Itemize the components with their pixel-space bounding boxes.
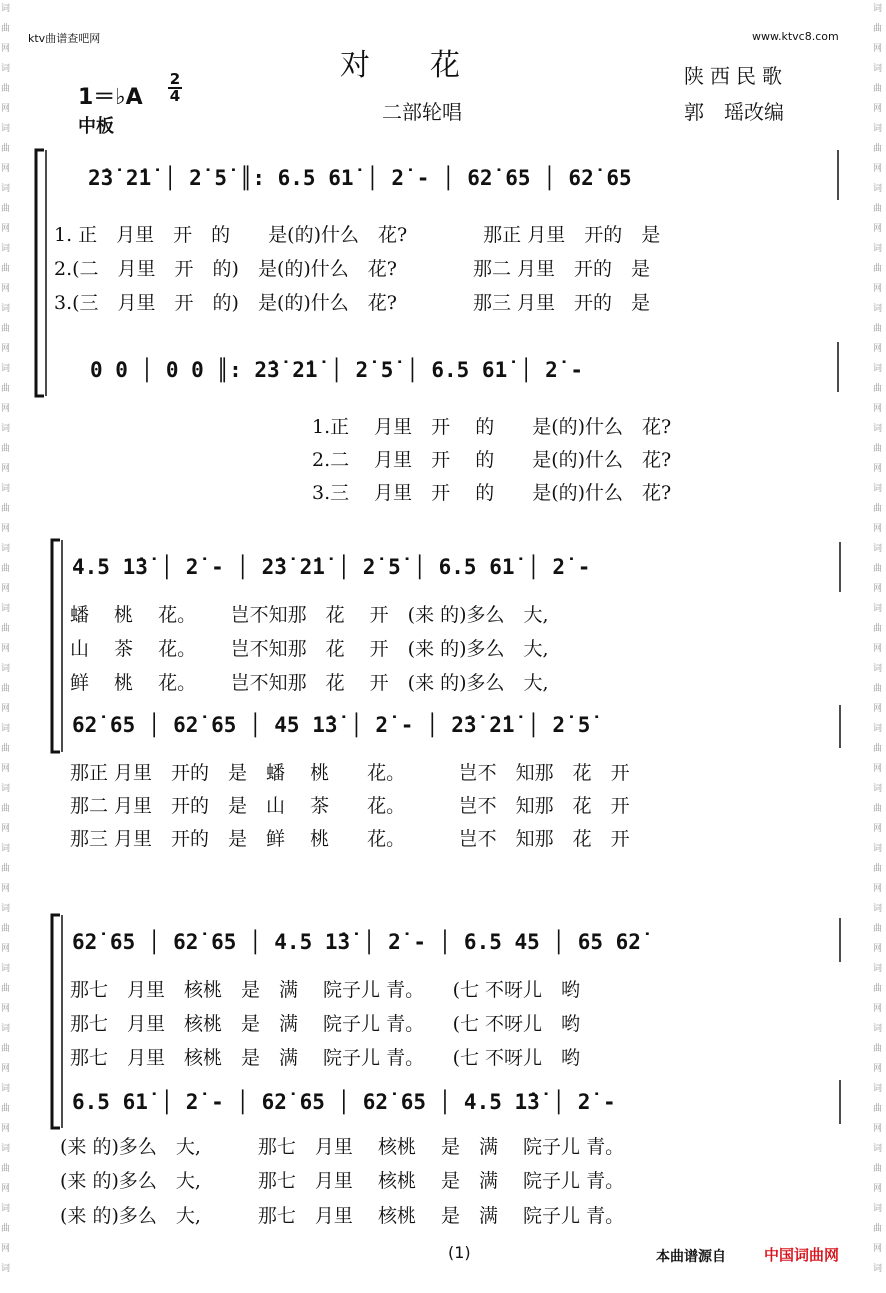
system-2-brace bbox=[52, 540, 60, 752]
side-watermark-char: 曲 bbox=[873, 924, 883, 934]
side-watermark-char: 曲 bbox=[1, 1044, 11, 1054]
side-watermark-char: 网 bbox=[1, 164, 11, 174]
side-watermark-char: 网 bbox=[873, 44, 883, 54]
side-watermark-char: 曲 bbox=[1, 204, 11, 214]
side-watermark-char: 词 bbox=[1, 1204, 11, 1214]
system-1-brace bbox=[36, 150, 44, 396]
side-watermark-char: 词 bbox=[873, 664, 883, 674]
side-watermark-char: 词 bbox=[1, 1264, 11, 1274]
side-watermark-char: 网 bbox=[1, 464, 11, 474]
side-watermark-char: 曲 bbox=[873, 1224, 883, 1234]
system-2-lower-lyric-3: 那三 月里 开的 是 鲜 桃 花。 岂不 知那 花 开 bbox=[70, 828, 630, 850]
side-watermark-char: 词 bbox=[873, 784, 883, 794]
side-watermark-char: 网 bbox=[1, 824, 11, 834]
side-watermark-char: 曲 bbox=[873, 504, 883, 514]
side-watermark-char: 网 bbox=[873, 524, 883, 534]
system-2-lower-lyric-2: 那二 月里 开的 是 山 茶 花。 岂不 知那 花 开 bbox=[70, 795, 630, 817]
side-watermark-char: 曲 bbox=[1, 984, 11, 994]
side-watermark-char: 词 bbox=[873, 1204, 883, 1214]
side-watermark-char: 词 bbox=[873, 544, 883, 554]
system-2-upper-lyric-3: 鲜 桃 花。 岂不知那 花 开 (来 的)多么 大, bbox=[70, 672, 549, 694]
tempo-marking: 中板 bbox=[78, 116, 114, 137]
side-watermark-char: 曲 bbox=[1, 864, 11, 874]
side-watermark-char: 网 bbox=[1, 884, 11, 894]
side-watermark-char: 网 bbox=[873, 344, 883, 354]
side-watermark-char: 词 bbox=[873, 724, 883, 734]
side-watermark-char: 网 bbox=[873, 1184, 883, 1194]
side-watermark-char: 词 bbox=[873, 604, 883, 614]
time-signature-top: 2 bbox=[169, 70, 181, 88]
side-watermark-char: 曲 bbox=[873, 444, 883, 454]
side-watermark-char: 网 bbox=[1, 764, 11, 774]
system-1-lower-lyric-1: 1.正 月里 开 的 是(的)什么 花? bbox=[312, 416, 672, 438]
side-watermark-char: 网 bbox=[873, 1244, 883, 1254]
side-watermark-char: 词 bbox=[873, 244, 883, 254]
side-watermark-char: 词 bbox=[1, 904, 11, 914]
system-1-upper-lyric-1: 1. 正 月里 开 的 是(的)什么 花? 那正 月里 开的 是 bbox=[54, 224, 661, 246]
side-watermark-char: 曲 bbox=[873, 624, 883, 634]
subtitle: 二部轮唱 bbox=[382, 100, 462, 124]
system-2-upper-lyric-1: 蟠 桃 花。 岂不知那 花 开 (来 的)多么 大, bbox=[70, 604, 549, 626]
page-number: (1) bbox=[448, 1243, 471, 1262]
system-2-lower-notes: 62̇ 65 │ 62̇ 65 │ 45 1̇3̇ │ 2̇ - │ 2̇3̇ 2̇1̇ │ 2̇ 5̇ bbox=[72, 713, 591, 737]
side-watermark-char: 词 bbox=[873, 1024, 883, 1034]
key-signature: 1＝♭A bbox=[78, 85, 143, 110]
side-watermark-char: 词 bbox=[873, 124, 883, 134]
source-site-name: 中国词曲网 bbox=[764, 1246, 840, 1264]
watermark-right-text: www.ktvc8.com bbox=[752, 30, 839, 43]
side-watermark-char: 曲 bbox=[1, 324, 11, 334]
side-watermark-char: 网 bbox=[1, 704, 11, 714]
system-1-lower-lyric-2: 2.二 月里 开 的 是(的)什么 花? bbox=[312, 449, 672, 471]
side-watermark-char: 曲 bbox=[1, 144, 11, 154]
side-watermark-char: 网 bbox=[873, 824, 883, 834]
side-watermark-char: 曲 bbox=[1, 684, 11, 694]
side-watermark-char: 曲 bbox=[873, 804, 883, 814]
side-watermark-char: 网 bbox=[1, 404, 11, 414]
side-watermark-char: 曲 bbox=[1, 624, 11, 634]
system-1-lower-notes: 0 0 │ 0 0 ║: 2̇3̇ 2̇1̇ │ 2̇ 5̇ │ 6.5 61̇ │ 2̇ - bbox=[90, 358, 584, 382]
side-watermark-char: 曲 bbox=[1, 264, 11, 274]
side-watermark-char: 网 bbox=[873, 104, 883, 114]
side-watermark-char: 曲 bbox=[1, 1224, 11, 1234]
side-watermark-char: 词 bbox=[873, 1144, 883, 1154]
side-watermark-char: 曲 bbox=[1, 24, 11, 34]
system-3-upper-lyric-2: 那七 月里 核桃 是 满 院子儿 青。 (七 不呀儿 哟 bbox=[70, 1013, 581, 1035]
side-watermark-char: 词 bbox=[1, 844, 11, 854]
system-3-lower-lyric-1: (来 的)多么 大, 那七 月里 核桃 是 满 院子儿 青。 bbox=[60, 1136, 625, 1158]
system-3-lower-lyric-2: (来 的)多么 大, 那七 月里 核桃 是 满 院子儿 青。 bbox=[60, 1170, 625, 1192]
side-watermark-char: 曲 bbox=[873, 84, 883, 94]
side-watermark-char: 网 bbox=[1, 524, 11, 534]
side-watermark-char: 网 bbox=[1, 1064, 11, 1074]
side-watermark-char: 词 bbox=[1, 1144, 11, 1154]
system-1-lower-lyric-3: 3.三 月里 开 的 是(的)什么 花? bbox=[312, 482, 672, 504]
side-watermark-char: 词 bbox=[1, 1024, 11, 1034]
side-watermark-char: 网 bbox=[873, 1124, 883, 1134]
side-watermark-char: 曲 bbox=[873, 864, 883, 874]
side-watermark-char: 网 bbox=[873, 584, 883, 594]
system-2-upper-lyric-2: 山 茶 花。 岂不知那 花 开 (来 的)多么 大, bbox=[70, 638, 549, 660]
side-watermark-char: 曲 bbox=[873, 684, 883, 694]
side-watermark-char: 网 bbox=[873, 464, 883, 474]
side-watermark-char: 词 bbox=[1, 1084, 11, 1094]
side-watermark-char: 网 bbox=[1, 344, 11, 354]
side-watermark-char: 词 bbox=[873, 1084, 883, 1094]
side-watermark-char: 曲 bbox=[873, 564, 883, 574]
side-watermark-char: 网 bbox=[873, 1004, 883, 1014]
side-watermark-char: 曲 bbox=[1, 384, 11, 394]
side-watermark-char: 词 bbox=[873, 184, 883, 194]
side-watermark-char: 曲 bbox=[873, 24, 883, 34]
side-watermark-char: 词 bbox=[1, 64, 11, 74]
system-3-lower-lyric-3: (来 的)多么 大, 那七 月里 核桃 是 满 院子儿 青。 bbox=[60, 1205, 625, 1227]
side-watermark-char: 曲 bbox=[1, 1104, 11, 1114]
side-watermark-char: 词 bbox=[1, 544, 11, 554]
side-watermark-char: 网 bbox=[1, 1184, 11, 1194]
side-watermark-char: 网 bbox=[873, 944, 883, 954]
side-watermark-char: 词 bbox=[1, 304, 11, 314]
system-3-lower-notes: 6.5 61̇ │ 2̇ - │ 62̇ 65 │ 62̇ 65 │ 4.5 1̇3̇ │ 2̇ - bbox=[72, 1090, 616, 1114]
side-watermark-char: 网 bbox=[1, 284, 11, 294]
side-watermark-char: 词 bbox=[873, 364, 883, 374]
origin-label: 陕西民歌 bbox=[684, 64, 788, 88]
side-watermark-char: 词 bbox=[1, 184, 11, 194]
side-watermark-char: 词 bbox=[1, 724, 11, 734]
side-watermark-char: 网 bbox=[873, 704, 883, 714]
side-watermark-char: 曲 bbox=[1, 744, 11, 754]
side-watermark-char: 词 bbox=[873, 304, 883, 314]
side-watermark-char: 网 bbox=[1, 1244, 11, 1254]
system-3-upper-notes: 62̇ 65 │ 62̇ 65 │ 4.5 1̇3̇ │ 2̇ - │ 6.5 45 │ 65 62̇ bbox=[72, 930, 641, 954]
system-1-upper-lyric-3: 3.(三 月里 开 的) 是(的)什么 花? 那三 月里 开的 是 bbox=[54, 292, 651, 314]
side-watermark-char: 网 bbox=[1, 1004, 11, 1014]
side-watermark-char: 词 bbox=[873, 4, 883, 14]
side-watermark-char: 曲 bbox=[873, 324, 883, 334]
side-watermark-char: 曲 bbox=[1, 84, 11, 94]
side-watermark-char: 词 bbox=[1, 664, 11, 674]
side-watermark-char: 词 bbox=[1, 124, 11, 134]
side-watermark-char: 词 bbox=[1, 964, 11, 974]
side-watermark-char: 网 bbox=[1, 584, 11, 594]
side-watermark-char: 网 bbox=[1, 1124, 11, 1134]
side-watermark-char: 网 bbox=[873, 884, 883, 894]
side-watermark-char: 曲 bbox=[873, 744, 883, 754]
side-watermark-char: 曲 bbox=[873, 264, 883, 274]
side-watermark-char: 曲 bbox=[873, 204, 883, 214]
source-label: 本曲谱源自 bbox=[656, 1249, 726, 1265]
side-watermark-char: 曲 bbox=[1, 564, 11, 574]
side-watermark-char: 词 bbox=[873, 1264, 883, 1274]
side-watermark-char: 网 bbox=[1, 104, 11, 114]
side-watermark-char: 曲 bbox=[1, 504, 11, 514]
side-watermark-char: 词 bbox=[1, 4, 11, 14]
side-watermark-char: 网 bbox=[1, 644, 11, 654]
side-watermark-char: 网 bbox=[1, 224, 11, 234]
side-watermark-char: 网 bbox=[873, 644, 883, 654]
time-signature-bottom: 4 bbox=[169, 87, 181, 105]
side-watermark-char: 曲 bbox=[873, 984, 883, 994]
system-3-upper-lyric-3: 那七 月里 核桃 是 满 院子儿 青。 (七 不呀儿 哟 bbox=[70, 1047, 581, 1069]
system-3-upper-lyric-1: 那七 月里 核桃 是 满 院子儿 青。 (七 不呀儿 哟 bbox=[70, 979, 581, 1001]
side-watermark-char: 网 bbox=[873, 224, 883, 234]
side-watermark-char: 网 bbox=[873, 404, 883, 414]
system-1-upper-lyric-2: 2.(二 月里 开 的) 是(的)什么 花? 那二 月里 开的 是 bbox=[54, 258, 651, 280]
side-watermark-char: 词 bbox=[873, 64, 883, 74]
arranger-label: 郭 瑶改编 bbox=[684, 100, 784, 124]
side-watermark-char: 词 bbox=[1, 424, 11, 434]
side-watermark-char: 网 bbox=[873, 1064, 883, 1074]
side-watermark-char: 词 bbox=[873, 844, 883, 854]
side-watermark-char: 词 bbox=[873, 904, 883, 914]
side-watermark-char: 曲 bbox=[1, 1164, 11, 1174]
watermark-left-text: ktv曲谱查吧网 bbox=[28, 32, 101, 45]
system-2-lower-lyric-1: 那正 月里 开的 是 蟠 桃 花。 岂不 知那 花 开 bbox=[70, 762, 630, 784]
side-watermark-char: 曲 bbox=[1, 804, 11, 814]
side-watermark-char: 词 bbox=[1, 364, 11, 374]
side-watermark-char: 网 bbox=[1, 944, 11, 954]
side-watermark-char: 词 bbox=[1, 784, 11, 794]
side-watermark-char: 词 bbox=[873, 964, 883, 974]
side-watermark-char: 网 bbox=[873, 764, 883, 774]
side-watermark-char: 曲 bbox=[873, 1044, 883, 1054]
side-watermark-char: 曲 bbox=[1, 924, 11, 934]
side-watermark-char: 网 bbox=[873, 284, 883, 294]
side-watermark-char: 曲 bbox=[873, 1104, 883, 1114]
side-watermark-char: 词 bbox=[1, 604, 11, 614]
side-watermark-char: 词 bbox=[1, 484, 11, 494]
side-watermark-char: 曲 bbox=[873, 1164, 883, 1174]
system-2-upper-notes: 4.5 1̇3̇ │ 2̇ - │ 2̇3̇ 2̇1̇ │ 2̇ 5̇ │ 6.5 61̇ │ 2̇ - bbox=[72, 555, 591, 579]
side-watermark-char: 曲 bbox=[873, 384, 883, 394]
system-1-upper-notes: 2̇3̇ 2̇1̇ │ 2̇ 5̇ ║: 6.5 61̇ │ 2̇ - │ 62̇ 65 │ 62̇ 65 bbox=[88, 166, 632, 190]
side-watermark-char: 词 bbox=[873, 424, 883, 434]
side-watermark-char: 词 bbox=[873, 484, 883, 494]
side-watermark-char: 曲 bbox=[873, 144, 883, 154]
system-3-brace bbox=[52, 915, 60, 1128]
side-watermark-char: 曲 bbox=[1, 444, 11, 454]
side-watermark-char: 网 bbox=[1, 44, 11, 54]
side-watermark-char: 网 bbox=[873, 164, 883, 174]
side-watermark-char: 词 bbox=[1, 244, 11, 254]
page-title: 对花 bbox=[340, 48, 520, 83]
